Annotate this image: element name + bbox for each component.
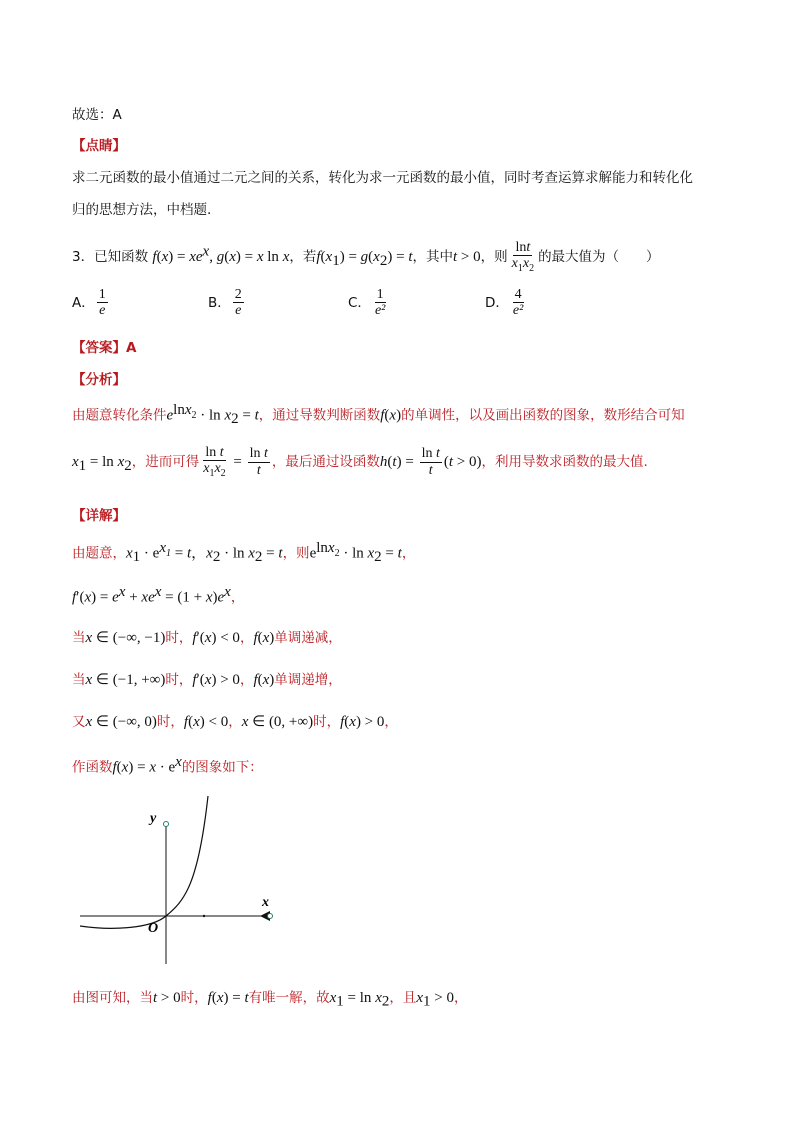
- detail-line-3: 当x ∈ (−∞, −1)时，f′(x) < 0，f(x)单调递减，: [72, 630, 342, 646]
- option-d: D． $\frac{4}{\text{e²}}$: [485, 287, 524, 319]
- x-axis-endpoint: [268, 914, 273, 919]
- option-a: A． $\frac{1}{e}$: [72, 287, 106, 319]
- comment-line-2: 归的思想方法，中档题.: [72, 202, 212, 218]
- origin-label: O: [148, 921, 159, 936]
- y-axis-label: y: [150, 811, 157, 826]
- q3-fraction: $\frac{\ln t}{x_1x_2}$: [511, 240, 535, 275]
- y-axis-endpoint: [164, 822, 169, 827]
- function-graph: [74, 786, 284, 971]
- curve-x-exp-x: [80, 796, 208, 928]
- detail-line-5: 又x ∈ (−∞, 0)时，f(x) < 0，x ∈ (0, +∞)时，f(x) > 0，: [72, 714, 398, 730]
- analysis-tag: 【分析】: [72, 372, 126, 388]
- detail-line-7: 由图可知，当t > 0时，f(x) = t有唯一解，故$x_1 = \ln x_2$，且$x_1 > 0$，: [72, 990, 468, 1010]
- comment-tag: 【点睛】: [72, 138, 126, 154]
- detail-line-2: $f'(x) = e^x + xe^x = (1 + x)e^x$，: [72, 584, 245, 606]
- analysis-line-2: $x_1 = \ln x_2$，进而可得 $\frac{\text{ln t}}{x_1x_2}$ = $\frac{\text{ln t}}{t}$ ，最后通过设函数h(t) = $\frac{\text{ln t}}{t}$ (t > 0)，利用导数求函数的最大值.: [72, 445, 648, 480]
- option-c: C． $\frac{1}{\text{e²}}$: [348, 287, 386, 319]
- comment-line-1: 求二元函数的最小值通过二元之间的关系，转化为求一元函数的最小值，同时考查运算求解能力和转化化: [72, 170, 693, 186]
- analysis-line-1: 由题意转化条件$e^{lnx_2} \cdot \ln x_2 = t$，通过导数判断函数f(x)的单调性，以及画出函数的图象，数形结合可知: [72, 402, 685, 428]
- detail-line-4: 当x ∈ (−1, +∞)时，f′(x) > 0，f(x)单调递增，: [72, 672, 342, 688]
- answer-line: 【答案】A: [72, 340, 137, 356]
- question-3: 3．已知函数 $f(x) = xe^x$, g(x) = x ln x，若$f(x_1) = g(x_2) = t$，其中t > 0，则 $\frac{\ln t}{x_1x_2}$ 的最大值为（ ）: [72, 240, 660, 275]
- detail-line-6: 作函数$f(x) = x \cdot e^x$的图象如下：: [72, 754, 263, 776]
- option-b: B． $\frac{2}{e}$: [208, 287, 242, 319]
- prev-choice: 故选：A: [72, 107, 122, 123]
- x-axis-label: x: [262, 895, 269, 910]
- tick-point: [203, 915, 205, 917]
- detail-line-1: 由题意，$x_1 \cdot e^{x_1} = t$，$x_2 \cdot \ln x_2 = t$，则$e^{lnx_2} \cdot \ln x_2 = t$，: [72, 540, 416, 566]
- detail-tag: 【详解】: [72, 508, 126, 524]
